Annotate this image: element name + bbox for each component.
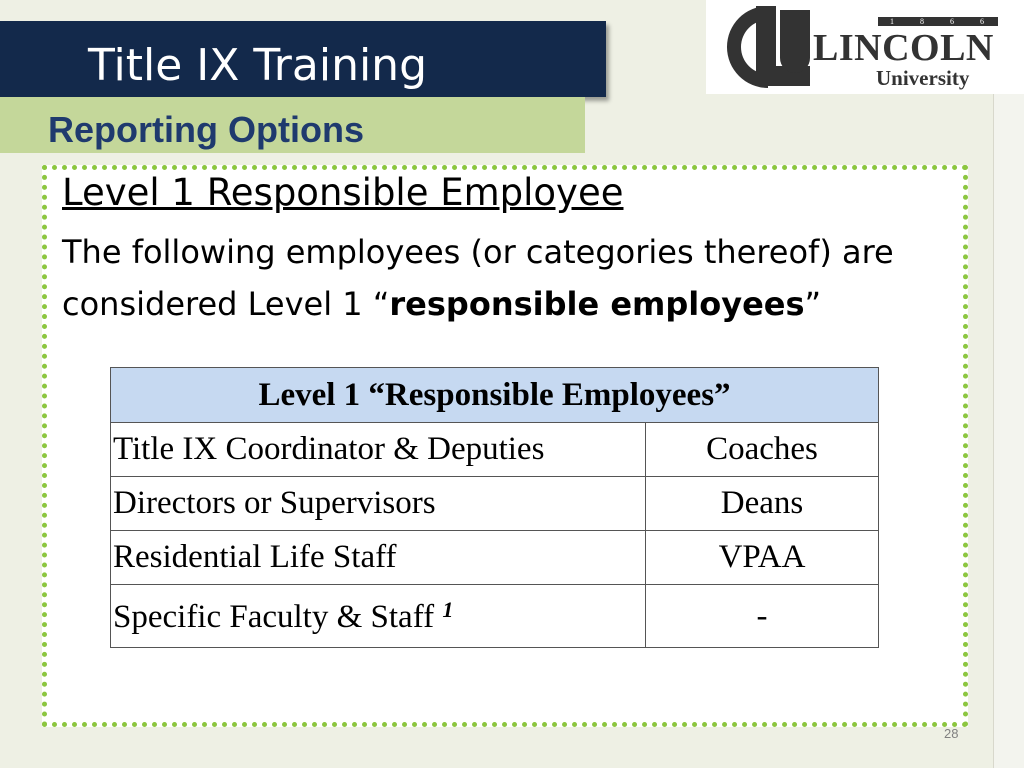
logo-founding-year <box>878 17 998 26</box>
content-paragraph <box>62 226 962 330</box>
table-cell: Deans <box>646 477 879 531</box>
table-row <box>111 585 879 648</box>
content-heading: Level 1 Responsible Employee <box>62 171 624 214</box>
slide-subtitle: Reporting Options <box>48 109 364 150</box>
responsible-employees-table <box>110 367 879 648</box>
paragraph-text: The following employees (or categories thereof) are considered Level 1 “ <box>62 233 894 323</box>
table-row <box>111 531 879 585</box>
slide-edge-strip <box>993 94 1024 768</box>
logo-year-digit: 6 <box>980 17 986 26</box>
table-cell: VPAA <box>646 531 879 585</box>
table-cell: Title IX Coordinator & Deputies <box>111 423 646 477</box>
page-number: 28 <box>944 726 959 741</box>
logo-year-digit: 1 <box>890 17 896 26</box>
table-cell: Residential Life Staff <box>111 531 646 585</box>
paragraph-emphasis: responsible employees <box>389 285 805 323</box>
logo-year-digit: 8 <box>920 17 926 26</box>
table-row <box>111 423 879 477</box>
table-header-row <box>111 368 879 423</box>
table-cell: Directors or Supervisors <box>111 477 646 531</box>
logo-name: LINCOLN <box>813 27 994 69</box>
logo-subtitle: University <box>876 66 970 90</box>
slide-title: Title IX Training <box>88 40 428 91</box>
table-cell <box>111 585 646 648</box>
footnote-marker: 1 <box>442 596 454 622</box>
table-cell: - <box>646 585 879 648</box>
logo-year-digit: 6 <box>950 17 956 26</box>
table-row <box>111 477 879 531</box>
table-header: Level 1 “Responsible Employees” <box>111 368 879 423</box>
table-cell: Coaches <box>646 423 879 477</box>
cell-text: Specific Faculty & Staff <box>113 598 443 635</box>
paragraph-closing-quote: ” <box>804 285 822 323</box>
